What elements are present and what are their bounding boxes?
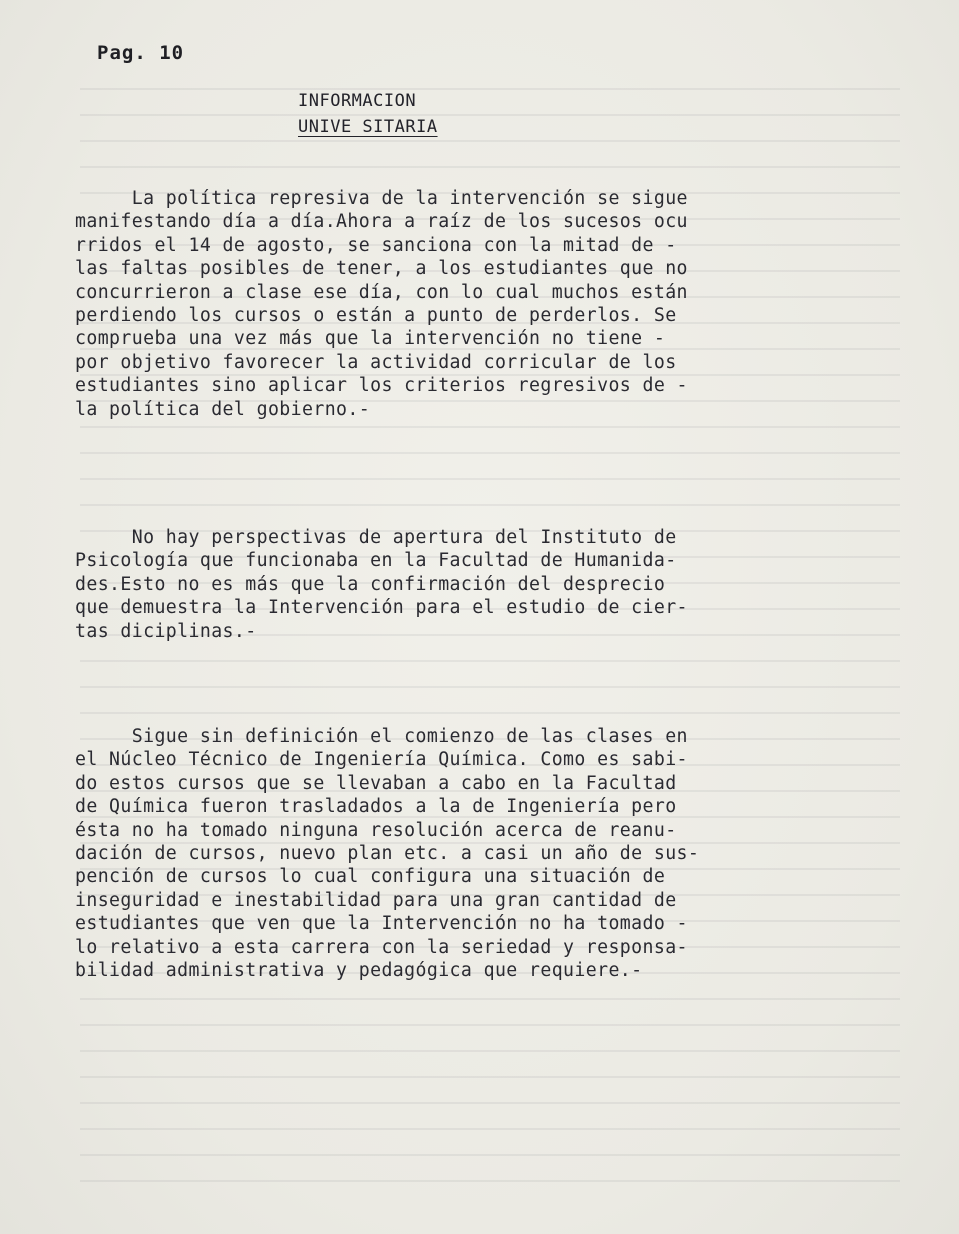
paragraph-chemical-engineering — [75, 725, 865, 982]
title-line-2: UNIVE SITARIA — [298, 117, 438, 137]
text-line: perdiendo los cursos o están a punto de perderlos. Se — [75, 305, 677, 327]
text-line: dación de cursos, nuevo plan etc. a casi un año de sus- — [75, 843, 700, 865]
text-line: estudiantes sino aplicar los criterios regresivos de - — [75, 375, 688, 397]
paragraph-psychology-institute — [75, 526, 865, 643]
text-line: pención de cursos lo cual configura una situación de — [75, 866, 666, 888]
text-line: el Núcleo Técnico de Ingeniería Química. Como es sabi- — [75, 749, 688, 771]
text-line: do estos cursos que se llevaban a cabo en la Facultad — [75, 772, 677, 794]
text-line: de Química fueron trasladados a la de Ingeniería pero — [75, 796, 677, 818]
text-line: manifestando día a día.Ahora a raíz de los sucesos ocu — [75, 211, 688, 233]
text-line: rridos el 14 de agosto, se sanciona con la mitad de - — [75, 234, 677, 256]
title-line-1: INFORMACION — [298, 91, 417, 111]
text-line: Sigue sin definición el comienzo de las clases en — [75, 726, 688, 747]
text-line: que demuestra la Intervención para el estudio de cier- — [75, 597, 688, 619]
text-line: concurrieron a clase ese día, con lo cual muchos están — [75, 281, 688, 303]
text-line: La política represiva de la intervención se sigue — [75, 188, 688, 209]
text-line: Psicología que funcionaba en la Facultad de Humanida- — [75, 550, 677, 572]
text-line: por objetivo favorecer la actividad corricular de los — [75, 351, 677, 373]
text-line: ésta no ha tomado ninguna resolución acerca de reanu- — [75, 819, 677, 841]
text-line: inseguridad e inestabilidad para una gran cantidad de — [75, 889, 677, 911]
text-line: tas diciplinas.- — [75, 620, 257, 642]
text-line: No hay perspectivas de apertura del Instituto de — [75, 527, 677, 548]
text-line: estudiantes que ven que la Intervención no ha tomado - — [75, 913, 688, 935]
text-line: la política del gobierno.- — [75, 398, 371, 420]
text-line: des.Esto no es más que la confirmación del desprecio — [75, 573, 666, 595]
page-number: Pag. 10 — [97, 42, 185, 64]
text-line: comprueba una vez más que la intervención no tiene - — [75, 328, 666, 350]
text-line: lo relativo a esta carrera con la seriedad y responsa- — [75, 936, 688, 958]
text-line: bilidad administrativa y pedagógica que requiere.- — [75, 960, 643, 982]
section-title — [298, 88, 438, 140]
text-line: las faltas posibles de tener, a los estudiantes que no — [75, 258, 688, 280]
paragraph-repressive-policy — [75, 187, 865, 421]
